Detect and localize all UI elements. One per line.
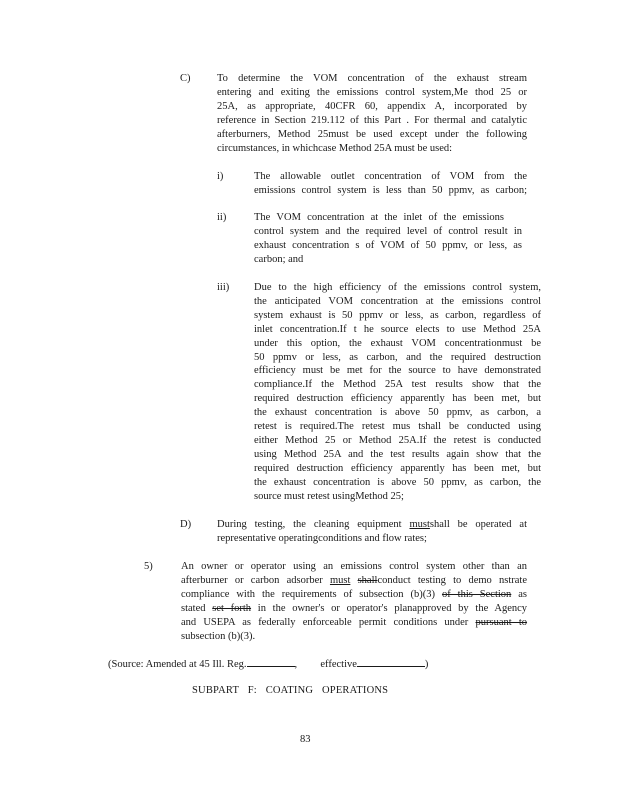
text-run: During testing, the cleaning equipment [217, 519, 402, 530]
item-ciii-text [254, 281, 541, 504]
item-c-text [217, 72, 527, 155]
page-number: 83 [300, 734, 311, 745]
text-run: stated [181, 602, 206, 614]
text-run: afterburner or carbon adsorber [181, 574, 323, 586]
source-note-comma: , [294, 659, 298, 670]
item-5-line: subsection (b)(3). [181, 630, 256, 642]
source-note-suffix: ) [424, 659, 429, 670]
item-ci-line: emissions control system is less than 50 ppmv, as carbon; [254, 184, 527, 196]
subpart-heading: SUBPART F: COATING OPERATIONS [192, 685, 389, 696]
item-5-line [181, 602, 527, 616]
item-ciii-line: required destruction efficiency apparently has been met, but [254, 462, 541, 474]
deleted-text: set forth [212, 602, 252, 614]
item-c-line: afterburners, Method 25must be used except under the following [217, 128, 527, 140]
item-cii-line: control system and the required level of control result in [254, 225, 522, 237]
item-ciii-line: the exhaust concentration is above 50 ppmv, as carbon, a [254, 407, 541, 419]
item-ciii-line: under this option, the exhaust VOM concentrationmust be [254, 337, 541, 349]
item-5-line: An owner or operator using an emissions control system other than an [181, 561, 527, 572]
item-c-line: entering and exiting the emissions control system,Me thod 25 or [217, 86, 527, 98]
item-ci-label: i) [217, 171, 224, 182]
item-ciii-line: using Method 25A and the test results again show that the [254, 448, 541, 460]
source-note [108, 656, 428, 672]
item-c-line: 25A, as appropriate, 40CFR 60, appendix A, incorporated by [217, 100, 527, 112]
item-c-line: circumstances, in whichcase Method 25A must be used: [217, 142, 453, 154]
item-ciii-line: source must retest usingMethod 25; [254, 490, 404, 502]
item-ciii-line: efficiency must be met for the source to have demonstrated [254, 365, 541, 377]
item-cii-line: carbon; and [254, 253, 304, 265]
source-note-prefix: (Source: Amended at 45 Ill. Reg. [108, 659, 247, 670]
text-run: shall be operated at [429, 519, 528, 530]
item-ciii-line: the exhaust concentration is above 50 ppmv, as carbon, the [254, 476, 541, 488]
source-note-effective: effective [320, 659, 357, 670]
item-ciii-line: either Method 25 or Method 25A.If the retest is conducted [254, 434, 541, 446]
item-cii-line: exhaust concentration s of VOM of 50 ppmv, or less, as [254, 239, 522, 251]
item-ciii-line: 50 ppmv or less, as carbon, and the required destruction [254, 351, 541, 363]
item-d-line [217, 518, 527, 532]
item-c-line: To determine the VOM concentration of the exhaust stream [217, 73, 527, 84]
item-c-label: C) [180, 73, 191, 84]
item-cii-label: ii) [217, 212, 227, 223]
text-run: in the owner's or operator's planapproved by the Agency [257, 602, 528, 614]
item-cii-text [254, 211, 522, 267]
inserted-text: must [409, 519, 430, 530]
item-ciii-line: compliance.If the Method 25A test results show that the [254, 379, 541, 391]
item-ciii-line: required destruction efficiency apparently has been met, but [254, 393, 541, 405]
deleted-text: shall [357, 574, 378, 586]
item-ci-text [254, 170, 527, 198]
item-d-line: representative operatingconditions and flow rates; [217, 532, 427, 544]
inserted-text: must [329, 574, 351, 586]
item-d-text [217, 518, 527, 546]
text-run: compliance with the requirements of subsection (b)(3) [181, 588, 435, 600]
text-run: conduct testing to demo nstrate [377, 574, 527, 586]
text-run: and USEPA as federally enforceable permit conditions under [181, 616, 469, 628]
reg-blank [247, 656, 295, 667]
text-run: as [518, 588, 528, 600]
item-d-label: D) [180, 519, 192, 530]
item-5-line [181, 588, 527, 602]
item-5-line [181, 574, 527, 588]
item-5-text [181, 560, 527, 643]
item-ciii-line: inlet concentration.If t he source elects to use Method 25A [254, 323, 541, 335]
effective-blank [357, 656, 425, 667]
item-cii-line: The VOM concentration at the inlet of the emissions [254, 212, 504, 223]
deleted-text: pursuant to [475, 616, 528, 628]
item-c-line: reference in Section 219.112 of this Part . For thermal and catalytic [217, 114, 527, 126]
item-ciii-line: retest is required.The retest mus tshall be conducted using [254, 421, 541, 433]
item-ciii-line: system exhaust is 50 ppmv or less, as carbon, regardless of [254, 309, 541, 321]
item-ciii-line: the anticipated VOM concentration at the emissions control [254, 295, 541, 307]
item-ci-line: The allowable outlet concentration of VOM from the [254, 171, 527, 182]
item-ciii-line: Due to the high efficiency of the emissions control system, [254, 282, 541, 293]
item-5-line [181, 616, 527, 630]
item-ciii-label: iii) [217, 282, 230, 293]
item-5-label: 5) [144, 561, 153, 572]
deleted-text: of this Section [441, 588, 512, 600]
